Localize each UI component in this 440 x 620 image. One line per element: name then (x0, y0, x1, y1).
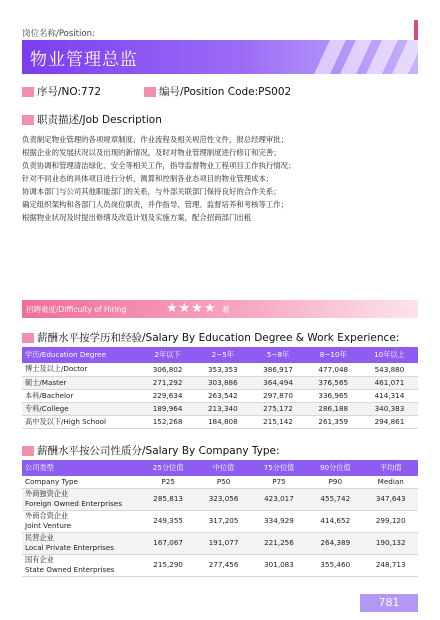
title-bar (22, 40, 418, 74)
table-cell: 543,880 (361, 363, 418, 376)
company-section-heading (22, 443, 280, 458)
column-header: 90分位值 (307, 460, 363, 476)
company-type-cn: 国有企业 (25, 555, 54, 564)
table-header-row (22, 347, 418, 363)
table-cell: 博士及以上/Doctor (22, 363, 140, 376)
table-cell (22, 510, 140, 532)
table-cell (22, 554, 140, 576)
description-line: 协调本部门与公司其他职能部门的关系，与外部关联部门保持良好的合作关系； (22, 187, 281, 196)
table-cell: 248,713 (363, 554, 418, 576)
table-cell: 本科/Bachelor (22, 389, 140, 402)
table-cell: P75 (251, 476, 307, 488)
description-line: 针对不同业态的具体项目进行分析，测算和控制各业态项目的物业管理成本； (22, 174, 274, 183)
job-description-heading (22, 112, 162, 127)
table-row (22, 488, 418, 510)
table-cell: 294,861 (361, 415, 418, 428)
pink-marker-icon (22, 446, 34, 456)
table-cell: 299,120 (363, 510, 418, 532)
table-header-row (22, 460, 418, 476)
table-cell: 271,292 (140, 376, 195, 389)
company-type-en: State Owned Enterprises (25, 565, 115, 574)
job-description (22, 133, 422, 224)
table-cell: 190,132 (363, 532, 418, 554)
table-cell: 286,188 (306, 402, 361, 415)
position-code-text: 编号/Position Code:PS002 (159, 86, 292, 98)
code-row (22, 84, 418, 100)
description-line: 根据企业的发展状况以及出现的新情况，及时对物业管理制度进行修订和完善； (22, 148, 281, 157)
table-cell: 专科/College (22, 402, 140, 415)
serial-number-text: 序号/NO:772 (37, 86, 102, 98)
table-cell: 323,056 (196, 488, 251, 510)
page-title: 物业管理总监 (30, 50, 138, 70)
pink-marker-icon (144, 87, 156, 97)
table-cell: 261,359 (306, 415, 361, 428)
job-description-heading-text: 职责描述/Job Description (37, 114, 162, 126)
company-type-cn: 民营企业 (25, 533, 54, 542)
table-row (22, 510, 418, 532)
table-cell: 355,460 (307, 554, 363, 576)
pink-marker-icon (22, 115, 34, 125)
table-cell: 硕士/Master (22, 376, 140, 389)
table-row (22, 554, 418, 576)
table-cell: 275,172 (250, 402, 305, 415)
table-row (22, 415, 418, 428)
difficulty-label: 招聘难度/Difficulty of Hiring (26, 305, 127, 314)
table-cell: 高中及以下/High School (22, 415, 140, 428)
column-header: 8−10年 (306, 347, 361, 363)
table-cell: 215,290 (140, 554, 196, 576)
table-cell: 455,742 (307, 488, 363, 510)
column-header: 2−5年 (195, 347, 250, 363)
pink-marker-icon (22, 87, 34, 97)
company-type-en: Local Private Enterprises (25, 543, 114, 552)
table-cell: 306,802 (140, 363, 195, 376)
table-cell: 184,808 (195, 415, 250, 428)
table-cell (22, 488, 140, 510)
table-row (22, 376, 418, 389)
difficulty-level: 难 (222, 305, 230, 314)
company-section-heading-text: 薪酬水平按公司性质分/Salary By Company Type: (37, 445, 280, 457)
edu-section-heading (22, 330, 399, 345)
column-header: 平均值 (363, 460, 418, 476)
column-header: 学历/Education Degree (22, 347, 140, 363)
pink-marker-icon (22, 333, 34, 343)
table-cell: 229,634 (140, 389, 195, 402)
table-cell: 263,542 (195, 389, 250, 402)
table-cell: 317,205 (196, 510, 251, 532)
company-type-cn: 外商合资企业 (25, 511, 69, 520)
table-cell: 249,355 (140, 510, 196, 532)
page-number: 781 (360, 594, 418, 612)
description-line: 负责制定物业管理的各项规章制度、作业流程及相关规范性文件，报总经理审批； (22, 135, 289, 144)
table-row (22, 389, 418, 402)
table-cell: 336,965 (306, 389, 361, 402)
table-cell: 213,340 (195, 402, 250, 415)
table-row (22, 363, 418, 376)
table-cell (22, 532, 140, 554)
company-type-cn: 外商独资企业 (25, 489, 69, 498)
table-cell: 477,048 (306, 363, 361, 376)
table-cell: 364,494 (250, 376, 305, 389)
education-salary-table (22, 347, 418, 429)
description-line: 负责协调和管理清洁绿化、安全等相关工作，指导监督物业工程项目工作执行情况； (22, 161, 296, 170)
table-cell: P90 (307, 476, 363, 488)
table-cell: 376,565 (306, 376, 361, 389)
table-cell: 386,917 (250, 363, 305, 376)
column-header: 25分位值 (140, 460, 196, 476)
position-code (144, 84, 291, 99)
difficulty-bar (22, 300, 418, 318)
company-salary-table (22, 460, 418, 577)
column-header: 中位值 (196, 460, 251, 476)
table-cell: 303,886 (195, 376, 250, 389)
column-header: 75分位值 (251, 460, 307, 476)
company-type-en: Foreign Owned Enterprises (25, 499, 122, 508)
column-header: 5−8年 (250, 347, 305, 363)
table-cell: 191,077 (196, 532, 251, 554)
table-cell: 189,964 (140, 402, 195, 415)
edu-section-heading-text: 薪酬水平按学历和经验/Salary By Education Degree & Work Experience: (37, 332, 400, 344)
table-cell: 340,383 (361, 402, 418, 415)
table-cell: 423,017 (251, 488, 307, 510)
table-row (22, 476, 418, 488)
table-cell: 215,142 (250, 415, 305, 428)
table-cell: 414,314 (361, 389, 418, 402)
company-type-en: Joint Venture (25, 521, 72, 530)
header-position-label: 岗位名称/Position: (22, 29, 95, 39)
table-cell: 285,813 (140, 488, 196, 510)
serial-number (22, 84, 101, 99)
table-cell: 277,456 (196, 554, 251, 576)
column-header: 10年以上 (361, 347, 418, 363)
table-cell: 167,067 (140, 532, 196, 554)
table-cell: 347,643 (363, 488, 418, 510)
table-cell: 221,256 (251, 532, 307, 554)
table-cell: Company Type (22, 476, 140, 488)
table-cell: 414,652 (307, 510, 363, 532)
table-cell: 334,929 (251, 510, 307, 532)
table-cell: P25 (140, 476, 196, 488)
table-row (22, 402, 418, 415)
table-cell: 301,083 (251, 554, 307, 576)
table-cell: 461,071 (361, 376, 418, 389)
table-cell: P50 (196, 476, 251, 488)
table-cell: 297,870 (250, 389, 305, 402)
star-rating-icon: ★★★★ (166, 301, 217, 316)
description-line: 根据物业状况及时提出修缮及改造计划及实施方案，配合招商部门出租 (22, 213, 252, 222)
stripe-decoration (392, 40, 418, 74)
table-row (22, 532, 418, 554)
column-header: 2年以下 (140, 347, 195, 363)
table-cell: 264,389 (307, 532, 363, 554)
table-cell: 152,268 (140, 415, 195, 428)
column-header: 公司类型 (22, 460, 140, 476)
description-line: 确定组织架构和各部门人员岗位职责，并作指导、管理、监督培养和考核等工作； (22, 200, 289, 209)
table-cell: 353,353 (195, 363, 250, 376)
table-cell: Median (363, 476, 418, 488)
